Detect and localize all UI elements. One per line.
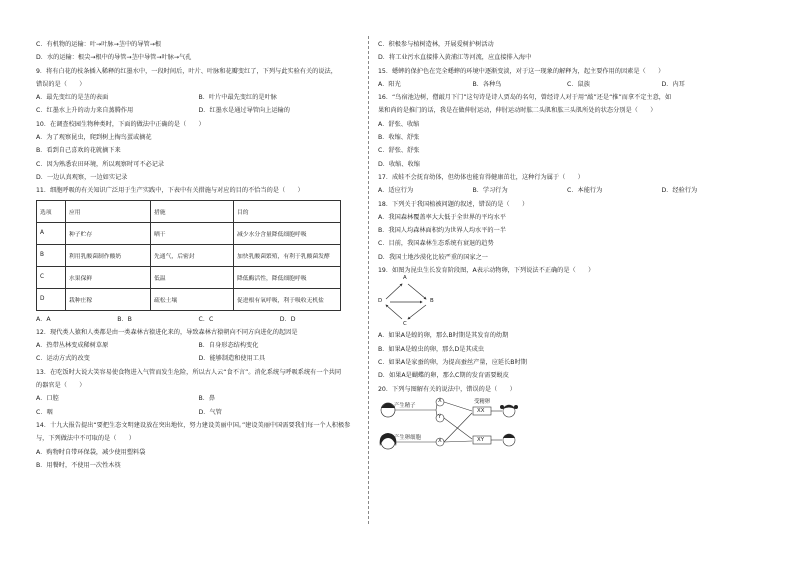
option: C．运动方式的改变 (36, 355, 90, 363)
q15-options (378, 78, 756, 91)
option: B．如果A是蝗虫的卵，那么D是其成虫 (378, 345, 485, 353)
table-cell: 低温 (151, 266, 234, 288)
node-label: A (403, 275, 407, 282)
table-cell: 应用 (66, 200, 151, 222)
table-row (37, 288, 341, 310)
table-cell: A (37, 222, 66, 244)
lifecycle-arrows (378, 277, 458, 329)
table-cell: 加快乳酸菌繁殖，有利于乳酸菌发酵 (234, 244, 341, 266)
option: C．咽 (36, 408, 53, 416)
q12-options (36, 339, 361, 352)
text-line: 果和尚的是推门的话，我是在做伸肘运动，伸肘运动时肱二头肌和肱三头肌所处的状态分别是（ ） (378, 107, 657, 115)
table-cell: 水果保鲜 (66, 266, 151, 288)
node-label: D (378, 298, 383, 305)
girl-icon (500, 405, 518, 417)
table-cell: 促进根有氧呼吸，利于吸收无机盐 (234, 288, 341, 310)
female-label: 产生卵细胞 (394, 434, 421, 441)
option: D．我国土地沙漠化比较严重的国家之一 (378, 253, 488, 261)
table-cell: 利用乳酸菌制作酸奶 (66, 244, 151, 266)
option: A．阳光 (378, 80, 401, 88)
option: B．看到自己喜欢的花就摘下来 (36, 147, 121, 155)
boy-icon (503, 434, 515, 446)
text-line: 的器官是（ ） (36, 382, 86, 390)
male-label: 产生精子 (394, 402, 416, 409)
table-cell: C (37, 266, 66, 288)
question-18: 18．下列关于我国植被问题的叙述，错误的是（ ） (378, 200, 529, 208)
table-cell: 晒干 (151, 222, 234, 244)
option: D．将工业污水直接排入黄浦江等河流，应直接排入海中 (378, 54, 532, 62)
table-row (37, 266, 341, 288)
left-column (36, 38, 361, 472)
option: D．气管 (198, 408, 222, 416)
question-19: 19．如图为昆虫生长发育阶段图，A表示动物卵，下列说法不正确的是（ ） (378, 267, 595, 275)
option: B．收缩、舒张 (378, 134, 420, 142)
node-label: C (403, 321, 407, 328)
fertilized-egg-label: 受精卵 (474, 398, 491, 405)
option: C．红墨水上升的动力来自蒸腾作用 (36, 107, 134, 115)
option: A．如果A是蝗的卵，那么B时期是其发育的幼期 (378, 332, 509, 340)
option: A．最先变红的是茎的表面 (36, 94, 109, 102)
q12-options (36, 352, 361, 365)
question-17: 17．成蛙不会抚育幼体，但幼体也能育得健康茁壮，这种行为属于（ ） (378, 173, 584, 181)
option: A．热带丛林变成稀树草原 (36, 342, 109, 350)
question-16: 16．“鸟宿池边树，僧敲月下门”这句诗是诗人贾岛的名句，曾经诗人对于用“敲”还是“推”而拿不定主意，如 (378, 94, 672, 102)
table-cell: 栽种庄稼 (66, 288, 151, 310)
table-cell: 降低酶活性，降低细胞呼吸 (234, 266, 341, 288)
option: C．舒张、舒张 (378, 147, 420, 155)
option: B．B (117, 315, 132, 323)
option: B．学习行为 (472, 187, 508, 195)
table-header-row (37, 200, 341, 222)
option: C．目前，我国森林生态系统有衰退的趋势 (378, 240, 494, 248)
option: B．各种鸟 (472, 80, 502, 88)
option: D．收缩、收缩 (378, 160, 420, 168)
option: B．用餐时，不使用一次性木筷 (36, 461, 121, 469)
question-11: 11．细胞呼吸的有关知识广泛用于生产实践中，下表中有关措施与对应的目的不恰当的是（ ） (36, 187, 304, 195)
table-row (37, 244, 341, 266)
question-10: 10．在调查校园生物种类时，下面的做法中正确的是（ ） (36, 120, 205, 128)
option: A．我国森林覆盖率大大低于全世界的平均水平 (378, 213, 506, 221)
table-cell: 目的 (234, 200, 341, 222)
table-cell: D (37, 288, 66, 310)
male-head-icon (381, 403, 395, 417)
text-line: 与，下列做法中不可取的是（ ） (36, 435, 135, 443)
chromosome-label: X (438, 437, 442, 444)
option: C．如果A是家蚕的卵，为提高蚕丝产量，应延长B时期 (378, 358, 527, 366)
chromosome-label: Y (438, 413, 442, 420)
option: A．适应行为 (378, 187, 414, 195)
option: A．购物时自带环保袋，减少使用塑料袋 (36, 448, 146, 456)
q9-options (36, 91, 361, 104)
option: A．A (36, 315, 51, 323)
node-label: B (430, 298, 434, 305)
option: C．鼠族 (567, 80, 590, 88)
table-cell: 种子贮存 (66, 222, 151, 244)
option: D．能够制造和使用工具 (198, 355, 266, 363)
option: C．C (198, 315, 214, 323)
table-cell: 先通气，后密封 (151, 244, 234, 266)
q17-options (378, 184, 756, 197)
text-line: D．水的运输：根尖→根中的导管→茎中导管→叶脉→气孔 (36, 54, 192, 62)
option: B．鼻 (198, 395, 216, 403)
right-column (378, 38, 756, 458)
table-cell: 减少水分含量降低细胞呼吸 (234, 222, 341, 244)
option: C．积极参与植树造林，开展爱树护树活动 (378, 41, 494, 48)
option: B．自身形态结构变化 (198, 342, 259, 350)
question-15: 15．蟋蟀的保护色在完全蟋蟀的环境中逐渐变淡，对于这一现象的解释为，起主要作用的因素是（ ） (378, 67, 665, 75)
question-12: 12．现代类人猿和人类都是由一类森林古猿进化来的，导致森林古猿朝向不同方向进化的起因是 (36, 328, 298, 336)
q13-options (36, 392, 361, 405)
option: D．红墨水是通过导管向上运输的 (198, 107, 290, 115)
text-line: 错误的是（ ） (36, 80, 86, 88)
q13-options (36, 406, 361, 419)
option: D．D (279, 315, 296, 323)
option: A．口腔 (36, 395, 59, 403)
genotype-label: XX (477, 407, 485, 414)
option: C．因为熟悉农田环境，所以观察时可不必记录 (36, 160, 165, 168)
option: B．叶片中最先变红的是叶脉 (198, 94, 277, 102)
chromosome-label: X (438, 397, 442, 404)
option: D．一边认真观察，一边如实记录 (36, 173, 128, 181)
option: A．舒张、收缩 (378, 120, 420, 128)
table-cell: 选项 (37, 200, 66, 222)
option: D．内耳 (661, 80, 685, 88)
question-20: 20．下列与图解有关的说法中，错误的是（ ） (378, 385, 516, 393)
question-13: 13．在吃饭时大说大笑容易使食物进入气管而发生危险，所以古人云“食不言”。消化系统与呼吸系统有一个共同 (36, 368, 342, 376)
table-cell: B (37, 244, 66, 266)
option: D．经验行为 (661, 187, 698, 195)
fertilization-diagram (378, 396, 756, 458)
text-line: C．有机物的运输：叶→叶脉→茎中的导管→根 (36, 41, 162, 48)
column-divider (368, 36, 369, 524)
option: C．本能行为 (567, 187, 603, 195)
insect-lifecycle-diagram (378, 277, 756, 329)
table-row (37, 222, 341, 244)
option: A．为了观察昆虫，爬到树上掏鸟蛋或摘花 (36, 134, 152, 142)
table-cell: 疏松土壤 (151, 288, 234, 310)
question-14: 14．十九大报告提出“要把生态文明建设放在突出地位，努力建设美丽中国。”建设美丽中国需要我们每一个人积极参 (36, 421, 351, 429)
genotype-label: XY (477, 436, 484, 443)
option: D．如果A是蝴蝶的卵，那么C期的发育需要蜕皮 (378, 372, 509, 380)
option: B．我国人均森林面积约为世界人均水平的一半 (378, 227, 506, 235)
q9-options (36, 104, 361, 117)
table-cell: 措施 (151, 200, 234, 222)
q11-table (36, 200, 341, 311)
question-9: 9．将有白花的枝条插入稀释的红墨水中，一段时间后，叶片、叶脉和花瓣变红了，下列与此实验有关的说法， (36, 67, 337, 75)
q11-options (36, 313, 361, 326)
